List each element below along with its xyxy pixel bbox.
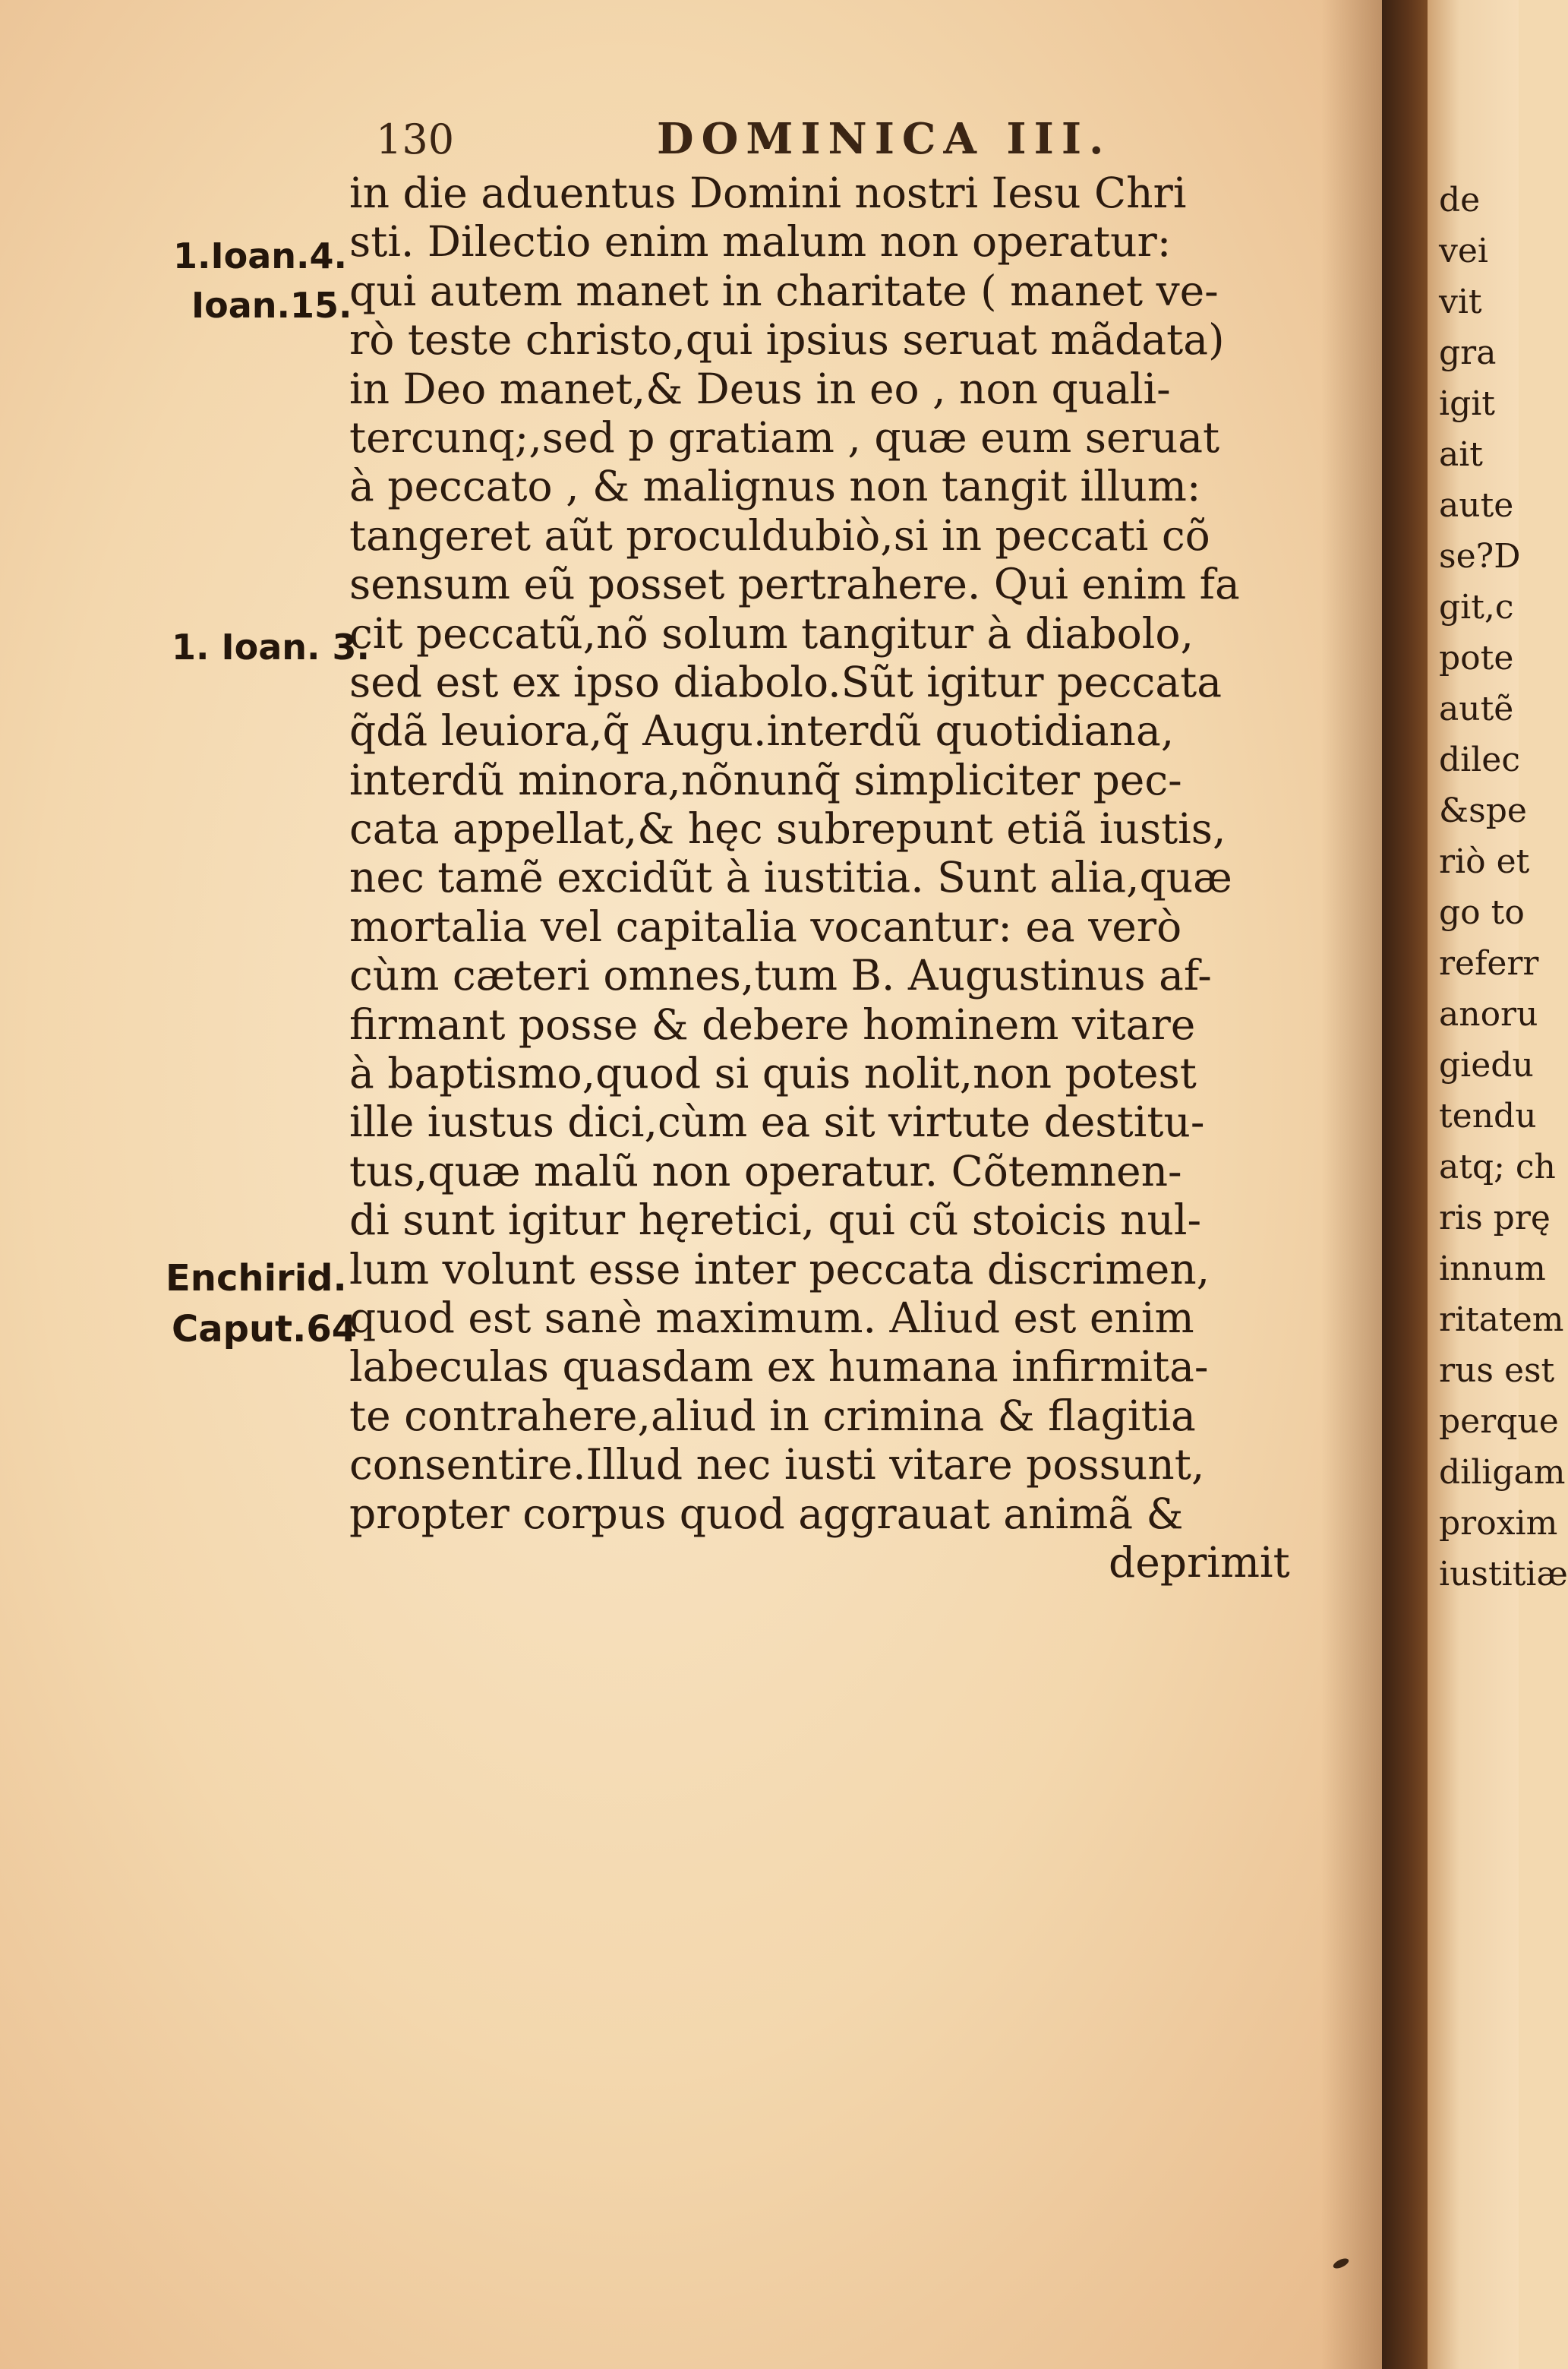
facing-line: diligam [1439,1453,1566,1492]
facing-line: tendu [1439,1097,1537,1136]
facing-line: perque [1439,1402,1559,1441]
text-line: labeculas quasdam ex humana infirmita- [349,1342,1209,1391]
text-line: te contrahere,aliud in crimina & flagitia [349,1391,1196,1440]
text-line: lum volunt esse inter peccata discrimen, [349,1244,1210,1293]
book-spine [1382,0,1428,2369]
text-line: sensum eũ posset pertrahere. Qui enim fa [349,560,1240,609]
text-line: consentire.Illud nec iusti vitare possunt, [349,1440,1205,1489]
facing-line: atq; ch [1439,1148,1556,1186]
margin-note-1-ioan-3: 1. Ioan. 3. [172,627,370,668]
facing-line: proxim [1439,1504,1558,1543]
text-line: tercunq;,sed p gratiam , quæ eum seruat [349,412,1220,462]
facing-line: aute [1439,486,1514,525]
text-line: q̃dã leuiora,q̃ Augu.interdũ quotidiana, [349,706,1175,756]
margin-note-enchirid: Enchirid. [166,1257,347,1300]
text-line: cùm cæteri omnes,tum B. Augustinus af- [349,951,1212,1000]
facing-line: gra [1439,333,1497,372]
margin-note-caput-64: Caput.64 [172,1308,358,1350]
body-text [349,169,1359,1587]
facing-line: autẽ [1439,690,1514,728]
text-line: nec tamẽ excidũt à iustitia. Sunt alia,quæ [349,853,1232,902]
running-head [376,114,1249,167]
text-line: cata appellat,& hęc subrepunt etiã iustis, [349,804,1226,854]
facing-line: de [1439,181,1481,220]
facing-line: anoru [1439,995,1538,1034]
facing-line: innum [1439,1249,1546,1288]
text-line: in Deo manet,& Deus in eo , non quali- [349,364,1171,413]
text-line: tangeret aũt proculdubiò,si in peccati cõ [349,510,1210,560]
margin-note-1-ioan-4: 1.Ioan.4. [173,235,347,276]
facing-line: vei [1439,232,1488,270]
facing-line: &spe [1439,791,1527,830]
text-line: propter corpus quod aggrauat animã & [349,1489,1184,1538]
text-line: tus,quæ malũ non operatur. Cõtemnen- [349,1146,1182,1196]
text-line: di sunt igitur hęretici, qui cũ stoicis nul- [349,1196,1202,1245]
margin-note-ioan-15: Ioan.15. [191,285,352,326]
page-number: 130 [376,115,455,163]
facing-line: ritatem [1439,1300,1564,1339]
facing-line: go to [1439,893,1525,932]
facing-page-text [1439,175,1568,1600]
facing-line: dilec [1439,741,1520,779]
text-line: à baptismo,quod si quis nolit,non potest [349,1049,1197,1098]
text-line: quod est sanè maximum. Aliud est enim [349,1293,1194,1342]
text-line: ille iustus dici,cùm ea sit virtute destitu- [349,1098,1205,1147]
text-line: sti. Dilectio enim malum non operatur: [349,217,1172,267]
text-line: sed est ex ipso diabolo.Sũt igitur peccata [349,657,1223,706]
text-line: deprimit [1109,1537,1290,1587]
facing-line: ait [1439,435,1483,474]
facing-line: iustitiæ [1439,1555,1568,1594]
text-line: rò teste christo,qui ipsius seruat mãdata) [349,315,1225,365]
facing-line: riò et [1439,842,1530,881]
facing-line: igit [1439,384,1495,423]
facing-line: vit [1439,283,1482,321]
text-line: qui autem manet in charitate ( manet ve- [349,266,1219,315]
facing-line: rus est [1439,1351,1555,1390]
text-line: mortalia vel capitalia vocantur: ea verò [349,902,1182,951]
facing-line: git,c [1439,588,1514,627]
text-line: cit peccatũ,nõ solum tangitur à diabolo, [349,608,1194,658]
text-line: interdũ minora,nõnunq̃ simpliciter pec- [349,755,1182,804]
text-line: firmant posse & debere hominem vitare [349,1000,1196,1049]
facing-line: giedu [1439,1046,1534,1085]
facing-line: referr [1439,944,1539,983]
facing-line: pote [1439,639,1514,678]
facing-line: ris prę [1439,1199,1551,1237]
facing-line: se?D [1439,537,1521,576]
text-line: à peccato , & malignus non tangit illum: [349,462,1201,511]
running-title: DOMINICA III. [657,114,1112,164]
text-line: in die aduentus Domini nostri Iesu Chri [349,169,1187,217]
